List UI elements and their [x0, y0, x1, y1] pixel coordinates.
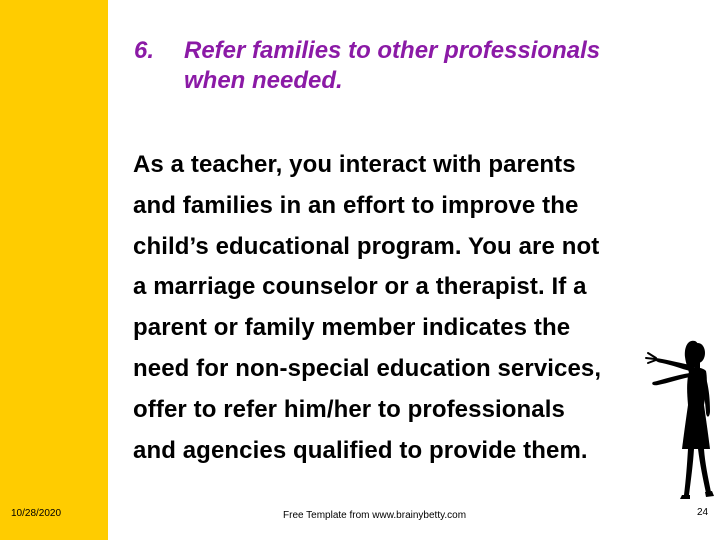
page-number: 24: [697, 507, 709, 518]
title-line: when needed.: [184, 67, 343, 94]
woman-silhouette-icon: [640, 333, 720, 503]
body-line: and agencies qualified to provide them.: [133, 436, 588, 464]
body-line: offer to refer him/her to professionals: [133, 395, 565, 423]
title-text: [184, 36, 704, 96]
body-line: As a teacher, you interact with parents: [133, 151, 576, 178]
footer-credit: Free Template from www.brainybetty.com: [283, 510, 467, 521]
body-line: and families in an effort to improve the: [133, 191, 579, 219]
body-line: need for non-special education services,: [133, 354, 602, 382]
title-number: 6.: [134, 37, 155, 64]
body-line: a marriage counselor or a therapist. If a: [133, 273, 587, 301]
body-line: child’s educational program. You are not: [133, 232, 600, 260]
slide-body: [133, 145, 698, 471]
sidebar-accent-bar: [0, 0, 108, 540]
body-line: parent or family member indicates the: [133, 314, 571, 342]
footer-date: 10/28/2020: [11, 508, 62, 519]
title-line: Refer families to other professionals: [184, 37, 601, 64]
